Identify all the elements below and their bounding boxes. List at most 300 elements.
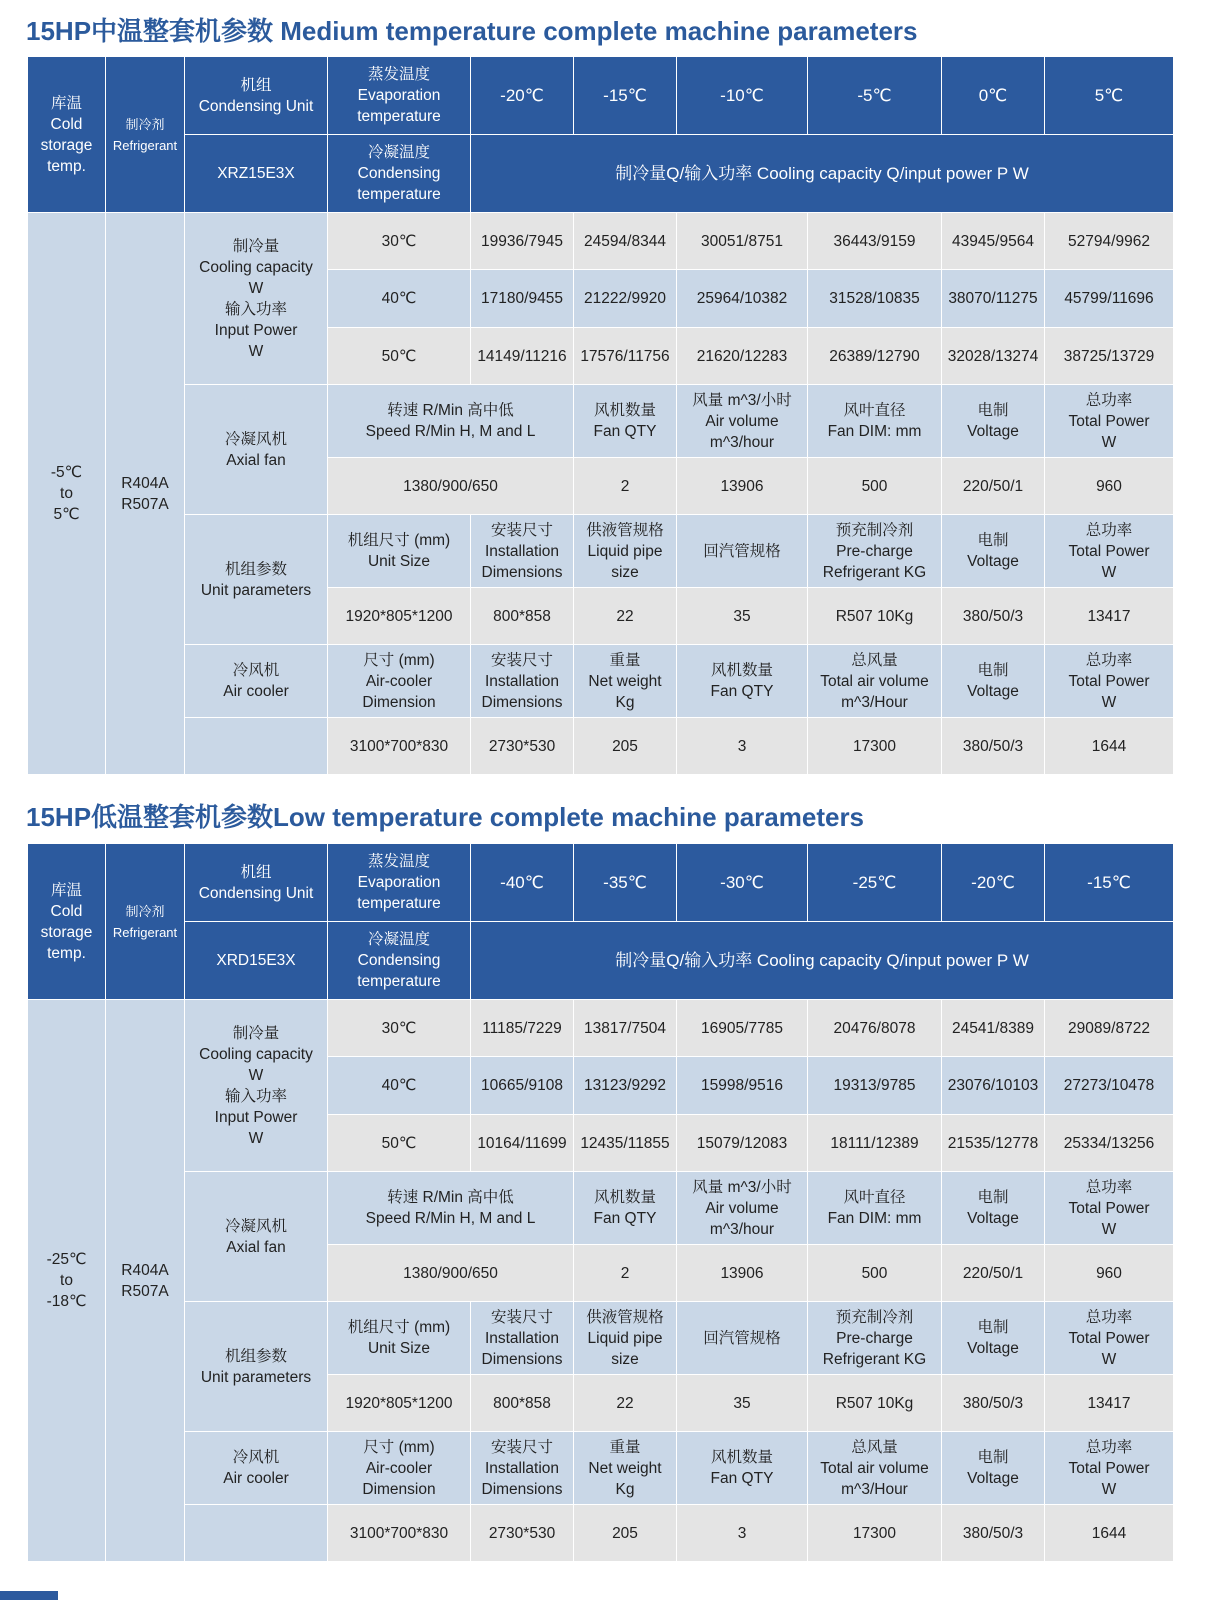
cell-line: 冷凝温度 bbox=[367, 931, 430, 948]
table-row bbox=[28, 922, 1174, 1000]
storage-temp-header bbox=[28, 57, 106, 213]
cell-line: 冷凝风机 bbox=[224, 430, 287, 448]
cell-line: m^3/hour bbox=[709, 1220, 775, 1238]
unit-value-cell: 800*858 bbox=[471, 588, 574, 645]
capacity-cell: 19313/9785 bbox=[808, 1057, 942, 1115]
cell-line: Voltage bbox=[967, 1470, 1019, 1487]
cooler-header-cell bbox=[574, 1432, 677, 1505]
cooler-header-cell bbox=[328, 1432, 471, 1505]
evap-temp-cell: -30℃ bbox=[677, 844, 808, 922]
cell-line: temperature bbox=[357, 973, 441, 990]
cell-line: 风叶直径 bbox=[843, 402, 906, 419]
fan-value-cell: 1380/900/650 bbox=[328, 1245, 574, 1302]
capacity-cell: 52794/9962 bbox=[1045, 213, 1174, 270]
capacity-cell: 21620/12283 bbox=[677, 328, 808, 385]
cell-line: R507A bbox=[121, 495, 169, 513]
condensing-temp-cell: 50℃ bbox=[328, 1115, 471, 1172]
cell-line: 转速 R/Min 高中低 bbox=[387, 402, 514, 419]
capacity-cell: 19936/7945 bbox=[471, 213, 574, 270]
fan-header-cell bbox=[574, 1172, 677, 1245]
cell-line: 风叶直径 bbox=[843, 1189, 906, 1206]
cooler-header-cell bbox=[1045, 645, 1174, 718]
capacity-cell: 31528/10835 bbox=[808, 270, 942, 328]
section-title-medium: 15HP中温整套机参数 Medium temperature complete machine parameters bbox=[26, 16, 918, 46]
cooler-value-cell: 3100*700*830 bbox=[328, 1505, 471, 1562]
fan-header-cell bbox=[1045, 385, 1174, 458]
storage-temp-value bbox=[28, 1000, 106, 1562]
cooler-header-cell bbox=[328, 645, 471, 718]
fan-header-cell bbox=[328, 1172, 574, 1245]
cooler-value-cell: 3 bbox=[677, 1505, 808, 1562]
cell-line: Installation bbox=[484, 1329, 560, 1347]
cell-line: Total Power bbox=[1068, 1199, 1150, 1217]
cell-line: 预充制冷剂 bbox=[835, 521, 914, 539]
cell-line: 风机数量 bbox=[593, 1189, 656, 1206]
capacity-banner: 制冷量Q/输入功率 Cooling capacity Q/input power P W bbox=[471, 135, 1174, 213]
cell-line: 电制 bbox=[977, 1319, 1009, 1336]
capacity-cell: 38725/13729 bbox=[1045, 328, 1174, 385]
unit-parameters-label bbox=[185, 515, 328, 645]
cell-line: 电制 bbox=[977, 532, 1009, 549]
cell-line: Pre-charge bbox=[836, 542, 913, 560]
cell-line: 尺寸 (mm) bbox=[363, 651, 435, 669]
cell-line: W bbox=[248, 1129, 264, 1147]
cell-line: Air cooler bbox=[223, 683, 289, 700]
cell-line: 机组参数 bbox=[224, 1347, 287, 1365]
cell-line: Cold bbox=[50, 902, 83, 920]
air-cooler-blank bbox=[185, 718, 328, 775]
condensing-temp-cell: 50℃ bbox=[328, 328, 471, 385]
air-cooler-blank bbox=[185, 1505, 328, 1562]
cell-line: W bbox=[1101, 1220, 1117, 1238]
table-row bbox=[28, 515, 1174, 588]
cell-line: R404A bbox=[121, 1261, 169, 1279]
unit-header-cell bbox=[808, 515, 942, 588]
cooler-header-cell bbox=[471, 645, 574, 718]
cell-line: to bbox=[60, 485, 73, 502]
section-title-low: 15HP低温整套机参数Low temperature complete machine parameters bbox=[26, 802, 865, 832]
capacity-cell: 17180/9455 bbox=[471, 270, 574, 328]
unit-value-cell: 1920*805*1200 bbox=[328, 1375, 471, 1432]
cell-line: 供液管规格 bbox=[586, 1308, 664, 1326]
unit-value-cell: 380/50/3 bbox=[942, 1375, 1045, 1432]
cell-line: size bbox=[611, 1350, 639, 1368]
capacity-cell: 25964/10382 bbox=[677, 270, 808, 328]
cell-line: 回汽管规格 bbox=[703, 542, 781, 560]
unit-value-cell: 35 bbox=[677, 1375, 808, 1432]
unit-parameters-label bbox=[185, 1302, 328, 1432]
refrigerant-value bbox=[106, 213, 185, 775]
cell-line: 冷风机 bbox=[232, 662, 280, 679]
cell-line: Fan QTY bbox=[710, 1470, 774, 1487]
cell-line: Air-cooler bbox=[365, 672, 433, 690]
cell-line: Total Power bbox=[1068, 542, 1150, 560]
cell-line: Dimensions bbox=[481, 693, 563, 711]
capacity-cell: 27273/10478 bbox=[1045, 1057, 1174, 1115]
unit-header-cell bbox=[677, 515, 808, 588]
cell-line: 机组尺寸 (mm) bbox=[347, 1319, 451, 1336]
capacity-cell: 14149/11216 bbox=[471, 328, 574, 385]
cell-line: m^3/Hour bbox=[841, 693, 908, 711]
unit-header-cell bbox=[808, 1302, 942, 1375]
table-row bbox=[28, 1000, 1174, 1057]
cell-line: m^3/hour bbox=[709, 433, 775, 451]
condensing-temp-cell: 30℃ bbox=[328, 1000, 471, 1057]
condensing-temp-header bbox=[328, 922, 471, 1000]
cell-line: W bbox=[1101, 693, 1117, 711]
table-row bbox=[28, 385, 1174, 458]
cell-line: Net weight bbox=[588, 1459, 662, 1477]
cell-line: size bbox=[611, 563, 639, 581]
cell-line: 电制 bbox=[977, 662, 1009, 679]
cell-line: 蒸发温度 bbox=[367, 853, 430, 870]
table-row bbox=[28, 57, 1174, 135]
capacity-cell: 23076/10103 bbox=[942, 1057, 1045, 1115]
cell-line: Dimensions bbox=[481, 1480, 563, 1498]
cell-line: Fan QTY bbox=[593, 423, 657, 440]
condensing-temp-cell: 30℃ bbox=[328, 213, 471, 270]
evap-temp-cell: -5℃ bbox=[808, 57, 942, 135]
cell-line: W bbox=[1101, 433, 1117, 451]
unit-header-cell bbox=[1045, 515, 1174, 588]
cell-line: 风机数量 bbox=[710, 1449, 773, 1466]
cell-line: 风量 m^3/小时 bbox=[692, 391, 792, 409]
cell-line: Total air volume bbox=[820, 1459, 929, 1477]
cell-line: -18℃ bbox=[46, 1293, 87, 1310]
condensing-temp-header bbox=[328, 135, 471, 213]
cell-line: 安装尺寸 bbox=[490, 521, 553, 539]
fan-value-cell: 960 bbox=[1045, 1245, 1174, 1302]
cell-line: Installation bbox=[484, 1459, 560, 1477]
cell-line: 总功率 bbox=[1085, 1438, 1133, 1456]
capacity-cell: 13123/9292 bbox=[574, 1057, 677, 1115]
capacity-cell: 17576/11756 bbox=[574, 328, 677, 385]
cell-line: Unit Size bbox=[367, 553, 431, 570]
fan-value-cell: 500 bbox=[808, 458, 942, 515]
capacity-cell: 38070/11275 bbox=[942, 270, 1045, 328]
cooler-header-cell bbox=[677, 1432, 808, 1505]
cell-line: 机组 bbox=[240, 76, 272, 94]
unit-value-cell: R507 10Kg bbox=[808, 588, 942, 645]
cell-line: -5℃ bbox=[50, 464, 83, 481]
cell-line: 电制 bbox=[977, 1189, 1009, 1206]
fan-header-cell bbox=[942, 1172, 1045, 1245]
fan-value-cell: 1380/900/650 bbox=[328, 458, 574, 515]
cell-line: 安装尺寸 bbox=[490, 651, 553, 669]
cooling-capacity-label bbox=[185, 213, 328, 385]
table-row bbox=[28, 718, 1174, 775]
cooler-header-cell bbox=[942, 645, 1045, 718]
cell-line: Fan QTY bbox=[593, 1210, 657, 1227]
capacity-cell: 18111/12389 bbox=[808, 1115, 942, 1172]
cooler-value-cell: 17300 bbox=[808, 1505, 942, 1562]
capacity-banner: 制冷量Q/输入功率 Cooling capacity Q/input power P W bbox=[471, 922, 1174, 1000]
unit-value-cell: 13417 bbox=[1045, 588, 1174, 645]
cooler-value-cell: 17300 bbox=[808, 718, 942, 775]
model-number: XRZ15E3X bbox=[185, 135, 328, 213]
cell-line: R507A bbox=[121, 1282, 169, 1300]
cell-line: Dimensions bbox=[481, 1350, 563, 1368]
unit-value-cell: 13417 bbox=[1045, 1375, 1174, 1432]
unit-value-cell: 22 bbox=[574, 588, 677, 645]
cell-line: Air cooler bbox=[223, 1470, 289, 1487]
cooler-value-cell: 380/50/3 bbox=[942, 1505, 1045, 1562]
evap-temp-cell: 5℃ bbox=[1045, 57, 1174, 135]
cell-line: 制冷剂 bbox=[125, 903, 165, 919]
cell-line: W bbox=[248, 1066, 264, 1084]
cell-line: 电制 bbox=[977, 1449, 1009, 1466]
cell-line: Condensing Unit bbox=[198, 97, 314, 115]
cell-line: 总功率 bbox=[1085, 651, 1133, 669]
cell-line: Condensing Unit bbox=[198, 884, 314, 902]
cell-line: Axial fan bbox=[226, 1238, 286, 1256]
capacity-cell: 26389/12790 bbox=[808, 328, 942, 385]
cooler-header-cell bbox=[808, 1432, 942, 1505]
table-row bbox=[28, 645, 1174, 718]
unit-header-cell bbox=[471, 515, 574, 588]
cell-line: Condensing bbox=[357, 952, 441, 969]
cell-line: 输入功率 bbox=[224, 1087, 287, 1105]
fan-header-cell bbox=[677, 385, 808, 458]
capacity-cell: 21535/12778 bbox=[942, 1115, 1045, 1172]
capacity-cell: 11185/7229 bbox=[471, 1000, 574, 1057]
cell-line: temperature bbox=[357, 186, 441, 203]
fan-value-cell: 13906 bbox=[677, 458, 808, 515]
cell-line: 总功率 bbox=[1085, 521, 1133, 539]
fan-value-cell: 220/50/1 bbox=[942, 458, 1045, 515]
fan-header-cell bbox=[574, 385, 677, 458]
condensing-temp-cell: 40℃ bbox=[328, 270, 471, 328]
cell-line: Liquid pipe bbox=[587, 1329, 663, 1347]
evap-temp-cell: -20℃ bbox=[471, 57, 574, 135]
unit-header-cell bbox=[677, 1302, 808, 1375]
cell-line: 电制 bbox=[977, 402, 1009, 419]
cell-line: temp. bbox=[47, 157, 86, 175]
cooler-header-cell bbox=[942, 1432, 1045, 1505]
capacity-cell: 10665/9108 bbox=[471, 1057, 574, 1115]
evap-temp-cell: -35℃ bbox=[574, 844, 677, 922]
cell-line: Axial fan bbox=[226, 451, 286, 469]
cell-line: Cold bbox=[50, 115, 83, 133]
capacity-cell: 25334/13256 bbox=[1045, 1115, 1174, 1172]
cell-line: Evaporation bbox=[357, 87, 441, 104]
capacity-cell: 20476/8078 bbox=[808, 1000, 942, 1057]
capacity-cell: 30051/8751 bbox=[677, 213, 808, 270]
cell-line: Installation bbox=[484, 672, 560, 690]
cell-line: Condensing bbox=[357, 165, 441, 182]
cooler-value-cell: 205 bbox=[574, 718, 677, 775]
fan-header-cell bbox=[808, 385, 942, 458]
capacity-cell: 45799/11696 bbox=[1045, 270, 1174, 328]
evap-temp-cell: -40℃ bbox=[471, 844, 574, 922]
unit-value-cell: 1920*805*1200 bbox=[328, 588, 471, 645]
cell-line: Voltage bbox=[967, 683, 1019, 700]
evap-temp-cell: -15℃ bbox=[1045, 844, 1174, 922]
fan-value-cell: 960 bbox=[1045, 458, 1174, 515]
cell-line: Dimensions bbox=[481, 563, 563, 581]
fan-value-cell: 2 bbox=[574, 1245, 677, 1302]
cell-line: 安装尺寸 bbox=[490, 1438, 553, 1456]
unit-value-cell: 35 bbox=[677, 588, 808, 645]
cell-line: Refrigerant KG bbox=[822, 563, 927, 581]
cell-line: 安装尺寸 bbox=[490, 1308, 553, 1326]
table-row bbox=[28, 1302, 1174, 1375]
cooler-value-cell: 1644 bbox=[1045, 718, 1174, 775]
cell-line: 供液管规格 bbox=[586, 521, 664, 539]
capacity-cell: 36443/9159 bbox=[808, 213, 942, 270]
cell-line: 5℃ bbox=[53, 506, 80, 523]
fan-value-cell: 2 bbox=[574, 458, 677, 515]
axial-fan-label bbox=[185, 1172, 328, 1302]
cooler-value-cell: 2730*530 bbox=[471, 718, 574, 775]
fan-header-cell bbox=[1045, 1172, 1174, 1245]
cell-line: 机组尺寸 (mm) bbox=[347, 532, 451, 549]
cell-line: Voltage bbox=[967, 423, 1019, 440]
cooling-capacity-label bbox=[185, 1000, 328, 1172]
cell-line: Total air volume bbox=[820, 672, 929, 690]
unit-value-cell: 800*858 bbox=[471, 1375, 574, 1432]
cell-line: 总风量 bbox=[851, 1438, 898, 1456]
unit-value-cell: 22 bbox=[574, 1375, 677, 1432]
cooler-header-cell bbox=[471, 1432, 574, 1505]
cell-line: 库温 bbox=[50, 94, 82, 112]
fan-header-cell bbox=[677, 1172, 808, 1245]
cell-line: W bbox=[248, 342, 264, 360]
cell-line: 制冷量 bbox=[232, 1024, 280, 1042]
unit-header-cell bbox=[942, 515, 1045, 588]
capacity-cell: 15079/12083 bbox=[677, 1115, 808, 1172]
cell-line: Total Power bbox=[1068, 1459, 1150, 1477]
cell-line: 库温 bbox=[50, 881, 82, 899]
cell-line: Voltage bbox=[967, 1210, 1019, 1227]
cell-line: 重量 bbox=[609, 651, 641, 669]
cell-line: Pre-charge bbox=[836, 1329, 913, 1347]
cell-line: m^3/Hour bbox=[841, 1480, 908, 1498]
cooler-header-cell bbox=[808, 645, 942, 718]
cell-line: Fan DIM: mm bbox=[827, 423, 922, 440]
unit-header-cell bbox=[574, 1302, 677, 1375]
refrigerant-header bbox=[106, 844, 185, 1000]
cell-line: 总风量 bbox=[851, 651, 898, 669]
cell-line: to bbox=[60, 1272, 73, 1289]
capacity-cell: 15998/9516 bbox=[677, 1057, 808, 1115]
cell-line: Dimension bbox=[362, 693, 436, 711]
fan-header-cell bbox=[808, 1172, 942, 1245]
cell-line: Refrigerant KG bbox=[822, 1350, 927, 1368]
cell-line: Fan DIM: mm bbox=[827, 1210, 922, 1227]
cell-line: 重量 bbox=[609, 1438, 641, 1456]
capacity-cell: 12435/11855 bbox=[574, 1115, 677, 1172]
capacity-cell: 13817/7504 bbox=[574, 1000, 677, 1057]
cell-line: Total Power bbox=[1068, 1329, 1150, 1347]
cell-line: 机组参数 bbox=[224, 560, 287, 578]
cooler-header-cell bbox=[574, 645, 677, 718]
table-row bbox=[28, 844, 1174, 922]
cell-line: Installation bbox=[484, 542, 560, 560]
storage-temp-header bbox=[28, 844, 106, 1000]
fan-value-cell: 500 bbox=[808, 1245, 942, 1302]
cell-line: 总功率 bbox=[1085, 391, 1133, 409]
cell-line: Evaporation bbox=[357, 874, 441, 891]
cell-line: Refrigerant bbox=[112, 137, 178, 153]
cell-line: 输入功率 bbox=[224, 300, 287, 318]
cell-line: Net weight bbox=[588, 672, 662, 690]
unit-header-cell bbox=[1045, 1302, 1174, 1375]
cell-line: Input Power bbox=[214, 321, 298, 339]
cell-line: Unit Size bbox=[367, 1340, 431, 1357]
table-row bbox=[28, 213, 1174, 270]
cell-line: 风机数量 bbox=[593, 402, 656, 419]
condensing-unit-header bbox=[185, 844, 328, 922]
cell-line: W bbox=[1101, 1480, 1117, 1498]
air-cooler-label bbox=[185, 645, 328, 718]
cell-line: Unit parameters bbox=[200, 581, 312, 599]
cell-line: 预充制冷剂 bbox=[835, 1308, 914, 1326]
cell-line: W bbox=[1101, 1350, 1117, 1368]
unit-header-cell bbox=[471, 1302, 574, 1375]
cell-line: W bbox=[248, 279, 264, 297]
cell-line: Unit parameters bbox=[200, 1368, 312, 1386]
cooler-value-cell: 3 bbox=[677, 718, 808, 775]
cell-line: 转速 R/Min 高中低 bbox=[387, 1189, 514, 1206]
cell-line: Kg bbox=[615, 1480, 635, 1498]
cell-line: Voltage bbox=[967, 1340, 1019, 1357]
unit-header-cell bbox=[942, 1302, 1045, 1375]
cell-line: Cooling capacity bbox=[199, 1045, 313, 1063]
cooler-value-cell: 205 bbox=[574, 1505, 677, 1562]
cell-line: 尺寸 (mm) bbox=[363, 1438, 435, 1456]
cell-line: Air volume bbox=[705, 412, 779, 430]
capacity-cell: 10164/11699 bbox=[471, 1115, 574, 1172]
cell-line: 风机数量 bbox=[710, 662, 773, 679]
cell-line: Speed R/Min H, M and L bbox=[365, 1210, 536, 1227]
cell-line: storage bbox=[40, 136, 93, 154]
table-row bbox=[28, 1172, 1174, 1245]
cooler-value-cell: 380/50/3 bbox=[942, 718, 1045, 775]
cell-line: 冷凝风机 bbox=[224, 1217, 287, 1235]
capacity-cell: 21222/9920 bbox=[574, 270, 677, 328]
cooler-header-cell bbox=[677, 645, 808, 718]
capacity-cell: 16905/7785 bbox=[677, 1000, 808, 1057]
spec-table-low bbox=[27, 843, 1174, 1562]
fan-value-cell: 220/50/1 bbox=[942, 1245, 1045, 1302]
refrigerant-value bbox=[106, 1000, 185, 1562]
cell-line: Total Power bbox=[1068, 672, 1150, 690]
cell-line: Kg bbox=[615, 693, 635, 711]
cell-line: 机组 bbox=[240, 863, 272, 881]
cell-line: 制冷剂 bbox=[125, 116, 165, 132]
unit-header-cell bbox=[328, 515, 471, 588]
fan-header-cell bbox=[942, 385, 1045, 458]
capacity-cell: 43945/9564 bbox=[942, 213, 1045, 270]
unit-header-cell bbox=[328, 1302, 471, 1375]
cell-line: Liquid pipe bbox=[587, 542, 663, 560]
air-cooler-label bbox=[185, 1432, 328, 1505]
cell-line: 总功率 bbox=[1085, 1178, 1133, 1196]
capacity-cell: 24541/8389 bbox=[942, 1000, 1045, 1057]
evap-temp-cell: -25℃ bbox=[808, 844, 942, 922]
cooler-value-cell: 3100*700*830 bbox=[328, 718, 471, 775]
evap-temp-cell: 0℃ bbox=[942, 57, 1045, 135]
refrigerant-header bbox=[106, 57, 185, 213]
unit-header-cell bbox=[574, 515, 677, 588]
cell-line: Speed R/Min H, M and L bbox=[365, 423, 536, 440]
cell-line: Refrigerant bbox=[112, 924, 178, 940]
cell-line: Total Power bbox=[1068, 412, 1150, 430]
table-row bbox=[28, 1505, 1174, 1562]
axial-fan-label bbox=[185, 385, 328, 515]
cell-line: temperature bbox=[357, 895, 441, 912]
